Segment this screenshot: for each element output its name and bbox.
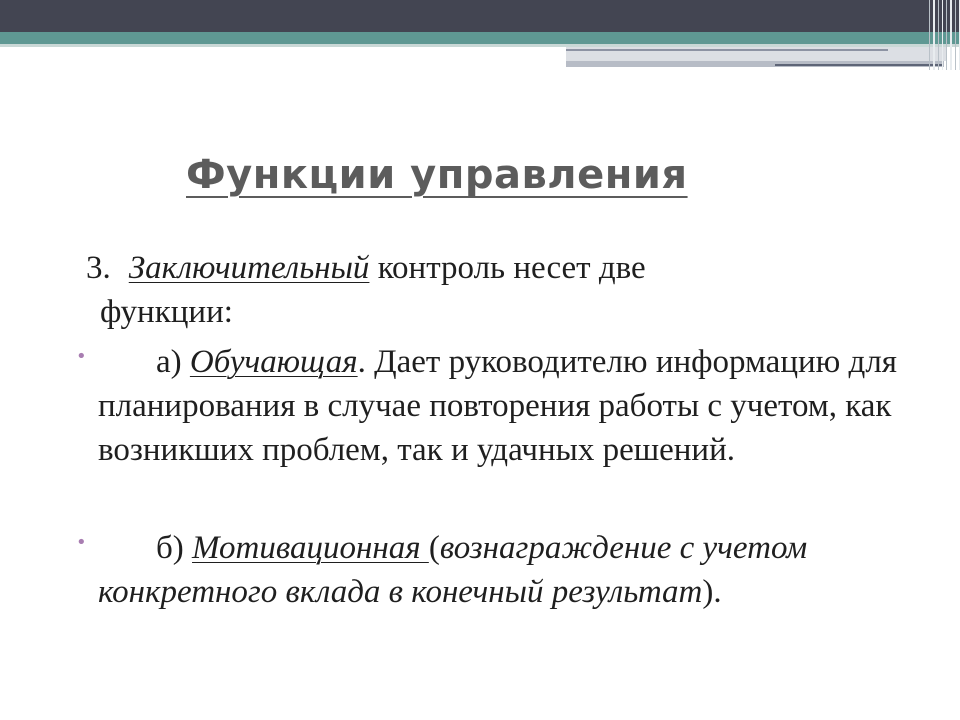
intro-paragraph (86, 246, 846, 334)
item-marker-a: а) (156, 344, 182, 380)
list-item-teaching (98, 340, 898, 472)
header-line-lower (775, 64, 943, 66)
header-vertical-stripes (929, 0, 960, 70)
list-item-motivation (98, 526, 898, 614)
header-line-upper (566, 49, 888, 51)
bullet-marker-2: • (76, 532, 87, 553)
header-band-teal (0, 32, 960, 44)
intro-text: контроль несет две (369, 250, 646, 286)
item-text-teaching: . Дает руководителю информацию для планирования в случае повторения работы с учетом, как возникших проблем, так и удачных решений. (98, 344, 897, 468)
bullet-marker-1: • (76, 346, 87, 367)
intro-term: Заключительный (128, 250, 370, 286)
intro-continuation: функции: (100, 294, 233, 330)
slide-title: Функции управления (186, 152, 688, 198)
item-marker-b: б) (156, 530, 184, 566)
item-paren-open: ( (428, 530, 440, 566)
item-term-teaching: Обучающая (189, 344, 358, 380)
item-paren-close: ). (702, 574, 722, 610)
intro-number: 3. (86, 250, 111, 286)
header-band-dark (0, 0, 960, 32)
item-term-motivation: Мотивационная (192, 530, 429, 566)
item-text-motivation: вознаграждение с учетом конкретного вклада в конечный результат (98, 530, 808, 610)
